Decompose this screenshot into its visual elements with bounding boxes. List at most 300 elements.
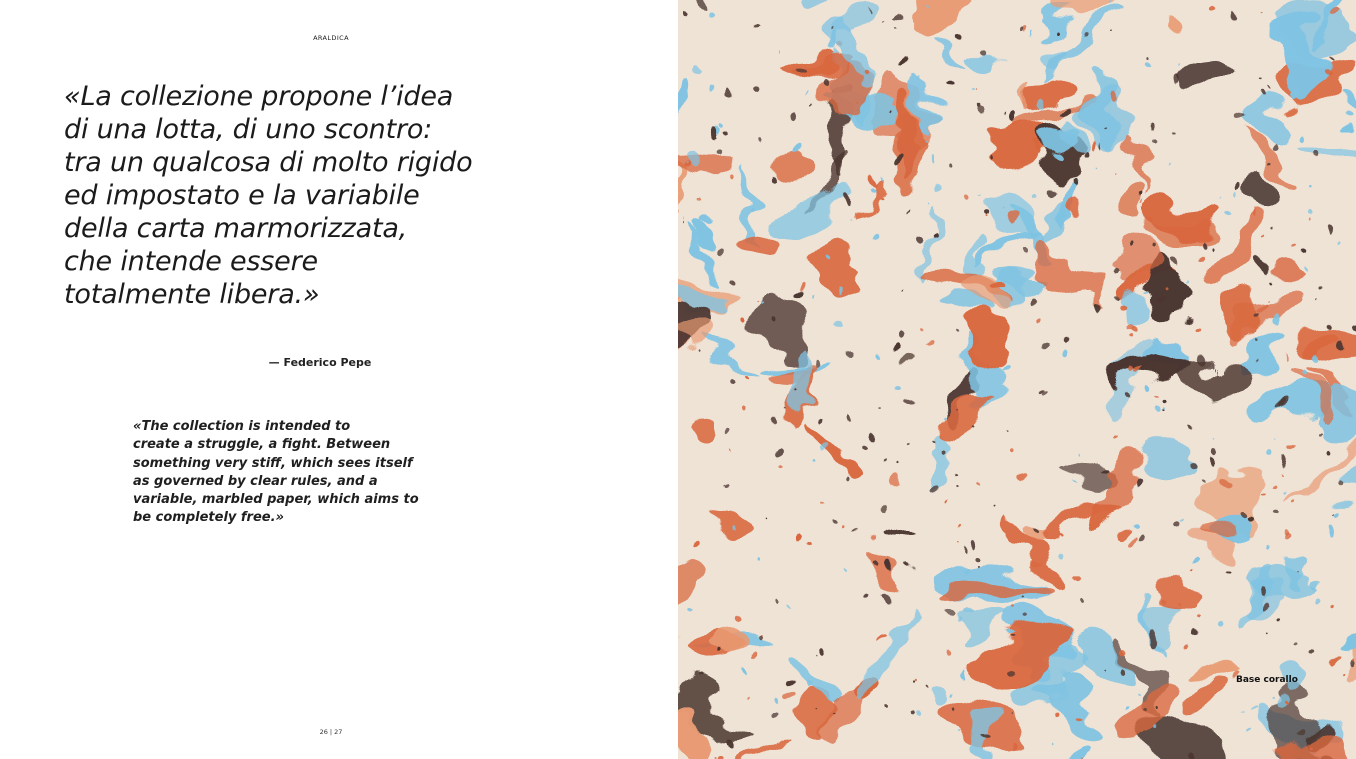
marble-speck xyxy=(1308,210,1314,216)
marble-speck xyxy=(686,166,688,168)
marble-speck xyxy=(933,435,936,438)
marble-speck xyxy=(1280,613,1284,617)
marble-speck xyxy=(1130,523,1137,530)
marble-speck xyxy=(1335,55,1338,58)
marble-speck xyxy=(1090,147,1094,151)
marble-speck xyxy=(964,626,970,632)
marble-speck xyxy=(1255,335,1260,340)
marble-speck xyxy=(1313,588,1321,596)
marble-speck xyxy=(1115,292,1120,297)
marble-speck xyxy=(927,204,929,206)
marble-speck xyxy=(756,555,760,559)
marble-speck xyxy=(984,209,990,215)
marble-speck xyxy=(880,636,883,639)
marble-speck xyxy=(1272,514,1277,519)
marble-speck xyxy=(1071,351,1076,356)
marble-speck xyxy=(1270,226,1273,229)
marble-speck xyxy=(843,413,848,418)
marble-speck xyxy=(1321,430,1325,434)
marble-speck xyxy=(830,519,834,523)
marble-speck xyxy=(1099,470,1105,476)
marble-speck xyxy=(1010,635,1013,638)
marble-speck xyxy=(1057,531,1060,534)
marble-speck xyxy=(1227,9,1235,17)
marble-speck xyxy=(1342,128,1347,133)
marble-speck xyxy=(708,215,715,222)
marble-speck xyxy=(838,293,841,296)
marble-speck xyxy=(1234,112,1242,120)
marble-speck xyxy=(901,331,908,338)
marble-speck xyxy=(954,489,957,492)
marble-speck xyxy=(1162,283,1166,287)
marble-speck xyxy=(779,58,781,60)
marble-speck xyxy=(873,560,879,566)
marble-speck xyxy=(980,732,986,738)
marble-speck xyxy=(1251,514,1257,520)
marble-speck xyxy=(688,210,693,215)
marble-speck xyxy=(788,108,796,116)
marble-speck xyxy=(881,593,887,599)
marble-speck xyxy=(952,77,957,82)
marble-speck xyxy=(737,609,744,616)
marble-speck xyxy=(877,351,882,356)
marble-speck xyxy=(1345,645,1351,651)
marble-speck xyxy=(926,3,928,5)
marble-speck xyxy=(993,288,1002,297)
marble-speck xyxy=(911,680,914,683)
marble-speck xyxy=(696,64,704,72)
marble-speck xyxy=(1286,526,1293,533)
marble-speck xyxy=(1008,605,1011,608)
marble-speck xyxy=(908,563,912,567)
marble-speck xyxy=(1005,674,1012,681)
marble-speck xyxy=(1109,1,1112,4)
marble-speck xyxy=(770,516,773,519)
marble-speck xyxy=(838,525,842,529)
marble-speck xyxy=(1195,323,1201,329)
marble-speck xyxy=(1150,633,1158,641)
marble-speck xyxy=(916,68,919,71)
marble-speck xyxy=(1098,145,1100,147)
marble-speck xyxy=(933,485,939,491)
marble-speck xyxy=(1037,326,1042,331)
marble-speck xyxy=(1263,361,1265,363)
marble-speck xyxy=(1172,260,1178,266)
marble-speck xyxy=(1183,425,1187,429)
marble-speck xyxy=(909,714,914,719)
marble-speck xyxy=(1137,363,1142,368)
marble-speck xyxy=(1261,95,1266,100)
marble-speck xyxy=(974,424,976,426)
marble-speck xyxy=(822,650,829,657)
marble-speck xyxy=(1109,27,1111,29)
marble-speck xyxy=(728,385,735,392)
marble-speck xyxy=(1143,287,1146,290)
marble-speck xyxy=(962,575,969,582)
marble-speck xyxy=(1069,336,1076,343)
marble-speck xyxy=(959,673,964,678)
marble-speck xyxy=(1265,14,1267,16)
marble-speck xyxy=(880,460,884,464)
marble-speck xyxy=(794,390,797,393)
marble-speck xyxy=(1140,704,1144,708)
marble-speck xyxy=(785,677,792,684)
marble-speck xyxy=(1336,513,1338,515)
marble-speck xyxy=(1248,711,1250,713)
marble-speck xyxy=(1121,302,1128,309)
marble-speck xyxy=(1156,358,1158,360)
marble-speck xyxy=(1234,198,1238,202)
marble-speck xyxy=(1147,50,1151,54)
marble-speck xyxy=(779,465,784,470)
marble-speck xyxy=(1020,596,1022,598)
marble-speck xyxy=(1261,260,1269,268)
marble-speck xyxy=(978,104,983,109)
marble-speck xyxy=(777,443,784,450)
marble-speck xyxy=(1128,338,1131,341)
marble-speck xyxy=(727,128,733,134)
marble-speck xyxy=(1083,32,1087,36)
marble-speck xyxy=(1288,636,1292,640)
marble-speck xyxy=(1192,644,1197,649)
marble-speck xyxy=(1287,88,1294,95)
marble-speck xyxy=(996,504,998,506)
marble-speck xyxy=(717,147,723,153)
marble-speck xyxy=(925,163,929,167)
marble-speck xyxy=(1308,178,1312,182)
marble-speck xyxy=(813,296,816,299)
page-numbers: 26 | 27 xyxy=(319,728,343,736)
marble-speck xyxy=(756,637,762,643)
marble-speck xyxy=(1116,173,1118,175)
marble-speck xyxy=(1270,87,1273,90)
marble-speck xyxy=(813,455,817,459)
marble-speck xyxy=(1330,74,1337,81)
marble-speck xyxy=(959,407,961,409)
marble-speck xyxy=(885,703,890,708)
marble-speck xyxy=(738,667,743,672)
marble-speck xyxy=(914,679,917,682)
marble-speck xyxy=(846,196,852,202)
marble-speck xyxy=(909,439,911,441)
marble-speck xyxy=(899,466,902,469)
marble-speck xyxy=(1013,212,1021,220)
marble-speck xyxy=(729,479,733,483)
marble-speck xyxy=(979,51,987,59)
marble-speck xyxy=(1291,450,1296,455)
marble-speck xyxy=(1083,596,1089,602)
marble-speck xyxy=(868,181,874,187)
marble-speck xyxy=(1306,271,1309,274)
marble-speck xyxy=(793,136,801,144)
marble-speck xyxy=(945,502,948,505)
marble-speck xyxy=(871,174,877,180)
marble-speck xyxy=(1209,6,1216,13)
marble-speck xyxy=(726,434,732,440)
marble-speck xyxy=(919,141,921,143)
marble-speck xyxy=(771,715,778,722)
marble-speck xyxy=(1059,100,1067,108)
marble-speck xyxy=(1299,140,1305,146)
marble-speck xyxy=(1169,76,1176,83)
marble-speck xyxy=(1282,488,1285,491)
marble-speck xyxy=(757,307,760,310)
marble-speck xyxy=(1304,10,1306,12)
marble-speck xyxy=(1076,182,1081,187)
marble-speck xyxy=(766,178,773,185)
marble-speck xyxy=(1265,633,1267,635)
marble-speck xyxy=(840,568,844,572)
marble-speck xyxy=(896,343,902,349)
marble-speck xyxy=(1120,713,1124,717)
marble-speck xyxy=(1078,460,1081,463)
marble-speck xyxy=(1019,29,1024,34)
marble-speck xyxy=(900,388,906,394)
marble-speck xyxy=(1059,557,1067,565)
marble-speck xyxy=(970,538,976,544)
marble-speck xyxy=(1029,192,1035,198)
marble-speck xyxy=(1004,205,1006,207)
marble-speck xyxy=(753,307,755,309)
marble-speck xyxy=(1035,34,1037,36)
marble-speck xyxy=(1133,244,1138,249)
marble-speck xyxy=(845,348,852,355)
marble-speck xyxy=(978,479,981,482)
marble-speck xyxy=(881,196,885,200)
marble-speck xyxy=(713,752,716,755)
marble-speck xyxy=(1300,371,1306,377)
marble-speck xyxy=(1327,9,1335,17)
marble-speck xyxy=(1013,112,1021,120)
marble-speck xyxy=(1071,480,1073,482)
marble-speck xyxy=(1282,471,1284,473)
marble-speck xyxy=(1083,756,1085,758)
marble-speck xyxy=(1041,343,1049,351)
marble-blot xyxy=(690,144,708,182)
marble-speck xyxy=(1339,338,1346,345)
marble-speck xyxy=(1261,590,1267,596)
marble-speck xyxy=(812,104,815,107)
marble-speck xyxy=(971,83,974,86)
marble-speck xyxy=(894,110,897,113)
marble-speck xyxy=(815,657,817,659)
marble-speck xyxy=(1003,447,1009,453)
marble-speck xyxy=(1176,281,1179,284)
marble-speck xyxy=(1031,144,1039,152)
marble-blot xyxy=(1246,170,1278,206)
marble-speck xyxy=(1313,155,1319,161)
marble-speck xyxy=(1330,529,1337,536)
marble-speck xyxy=(1199,612,1203,616)
marble-speck xyxy=(784,693,792,701)
marble-speck xyxy=(1301,258,1306,263)
marble-speck xyxy=(1111,94,1118,101)
marble-speck xyxy=(797,283,802,288)
marble-speck xyxy=(1163,416,1167,420)
marble-speck xyxy=(1148,385,1155,392)
marble-speck xyxy=(905,355,913,363)
marble-speck xyxy=(1149,137,1153,141)
marble-speck xyxy=(1200,359,1207,366)
marble-speck xyxy=(950,530,952,532)
marble-speck xyxy=(817,368,824,375)
marble-speck xyxy=(775,421,781,427)
marble-speck xyxy=(1095,170,1097,172)
marble-speck xyxy=(815,711,817,713)
marble-speck xyxy=(730,733,737,740)
marble-speck xyxy=(1126,390,1131,395)
marble-speck xyxy=(876,509,883,516)
marble-speck xyxy=(895,25,897,27)
marble-speck xyxy=(1293,497,1297,501)
marble-speck xyxy=(1268,480,1273,485)
marble-speck xyxy=(1117,650,1125,658)
marble-speck xyxy=(853,104,855,106)
marble-speck xyxy=(1224,213,1230,219)
marble-speck xyxy=(1273,539,1277,543)
marble-speck xyxy=(1333,602,1337,606)
marble-speck xyxy=(847,471,850,474)
marble-speck xyxy=(1020,615,1024,619)
marble-speck xyxy=(715,253,722,260)
marble-speck xyxy=(1292,251,1296,255)
marble-speck xyxy=(698,669,702,673)
marble-speck xyxy=(1277,401,1283,407)
marble-speck xyxy=(962,324,966,328)
marble-speck xyxy=(869,8,871,10)
marble-speck xyxy=(689,218,693,222)
marble-speck xyxy=(792,603,796,607)
marble-speck xyxy=(1154,601,1160,607)
marble-speck xyxy=(1093,305,1101,313)
marble-speck xyxy=(1328,321,1332,325)
marble-speck xyxy=(795,288,801,294)
marble-speck xyxy=(1211,458,1219,466)
marble-speck xyxy=(1217,439,1219,441)
marble-speck xyxy=(683,12,689,18)
marble-speck xyxy=(1007,626,1015,634)
marble-speck xyxy=(1323,222,1330,229)
marble-speck xyxy=(957,478,960,481)
marble-speck xyxy=(975,193,977,195)
marble-speck xyxy=(960,546,964,550)
marble-speck xyxy=(747,696,750,699)
marble-speck xyxy=(773,599,778,604)
marble-speck xyxy=(1011,711,1013,713)
marble-speck xyxy=(1215,448,1222,455)
marble-speck xyxy=(974,550,982,558)
marble-speck xyxy=(1270,696,1273,699)
marble-speck xyxy=(1144,126,1149,131)
marble-speck xyxy=(1250,205,1253,208)
marble-speck xyxy=(1036,387,1041,392)
marble-speck xyxy=(968,616,973,621)
marble-speck xyxy=(686,537,694,545)
marble-speck xyxy=(867,594,874,601)
marble-speck xyxy=(1242,511,1249,518)
marble-speck xyxy=(1127,325,1135,333)
marble-speck xyxy=(825,258,830,263)
marble-speck xyxy=(1258,314,1262,318)
marble-speck xyxy=(806,679,812,685)
marble-speck xyxy=(886,15,888,17)
marble-speck xyxy=(944,418,948,422)
marble-speck xyxy=(1317,599,1322,604)
marble-speck xyxy=(733,453,735,455)
marble-speck xyxy=(905,213,907,215)
marble-speck xyxy=(1008,428,1010,430)
marble-speck xyxy=(1035,559,1043,567)
marble-speck xyxy=(1135,481,1143,489)
marble-speck xyxy=(752,655,757,660)
marble-speck xyxy=(898,153,904,159)
marble-speck xyxy=(1112,271,1118,277)
marble-speck xyxy=(1195,628,1201,634)
marble-speck xyxy=(725,174,729,178)
marble-speck xyxy=(956,34,964,42)
marble-speck xyxy=(827,717,829,719)
marble-speck xyxy=(888,556,896,564)
marble-speck xyxy=(705,88,711,94)
marble-speck xyxy=(812,419,818,425)
marble-speck xyxy=(1140,198,1142,200)
marble-speck xyxy=(954,544,956,546)
marble-speck xyxy=(1051,750,1054,753)
marble-speck xyxy=(917,234,925,242)
marble-speck xyxy=(1266,274,1269,277)
marble-speck xyxy=(840,322,847,329)
marble-speck xyxy=(953,734,955,736)
marble-speck xyxy=(1194,237,1201,244)
marble-speck xyxy=(1219,574,1223,578)
italian-quote: «La collezione propone l’idea di una lotta, di uno scontro: tra un qualcosa di molto rigido ed impostato e la variabile della carta marmorizzata, che intende essere totalmente libera.» xyxy=(64,81,473,310)
marble-speck xyxy=(717,749,724,756)
marble-speck xyxy=(1279,444,1281,446)
marble-speck xyxy=(1075,714,1080,719)
marble-speck xyxy=(1262,492,1265,495)
marble-speck xyxy=(900,66,905,71)
marble-speck xyxy=(1300,575,1302,577)
marble-speck xyxy=(810,541,814,545)
marble-speck xyxy=(775,316,780,321)
marble-speck xyxy=(1150,725,1153,728)
marble-speck xyxy=(703,5,710,12)
marble-speck xyxy=(1338,513,1343,518)
marble-speck xyxy=(895,289,897,291)
marble-speck xyxy=(751,214,757,220)
marble-speck xyxy=(1186,752,1193,759)
marble-speck xyxy=(1209,243,1213,247)
marble-speck xyxy=(1008,741,1013,746)
marble-speck xyxy=(773,698,778,703)
marble-speck xyxy=(964,197,970,203)
marble-speck xyxy=(1114,435,1117,438)
marble-speck xyxy=(827,446,833,452)
marble-speck xyxy=(1193,488,1197,492)
marble-speck xyxy=(988,150,991,153)
marble-speck xyxy=(1051,29,1055,33)
marble-speck xyxy=(755,15,760,20)
marble-speck xyxy=(1131,538,1138,545)
marble-speck xyxy=(930,182,937,189)
marble-speck xyxy=(826,79,833,86)
marble-speck xyxy=(829,28,832,31)
marble-speck xyxy=(1166,163,1168,165)
marble-speck xyxy=(1324,450,1330,456)
marble-speck xyxy=(920,339,926,345)
marble-speck xyxy=(1283,460,1289,466)
marble-speck xyxy=(1307,649,1315,657)
